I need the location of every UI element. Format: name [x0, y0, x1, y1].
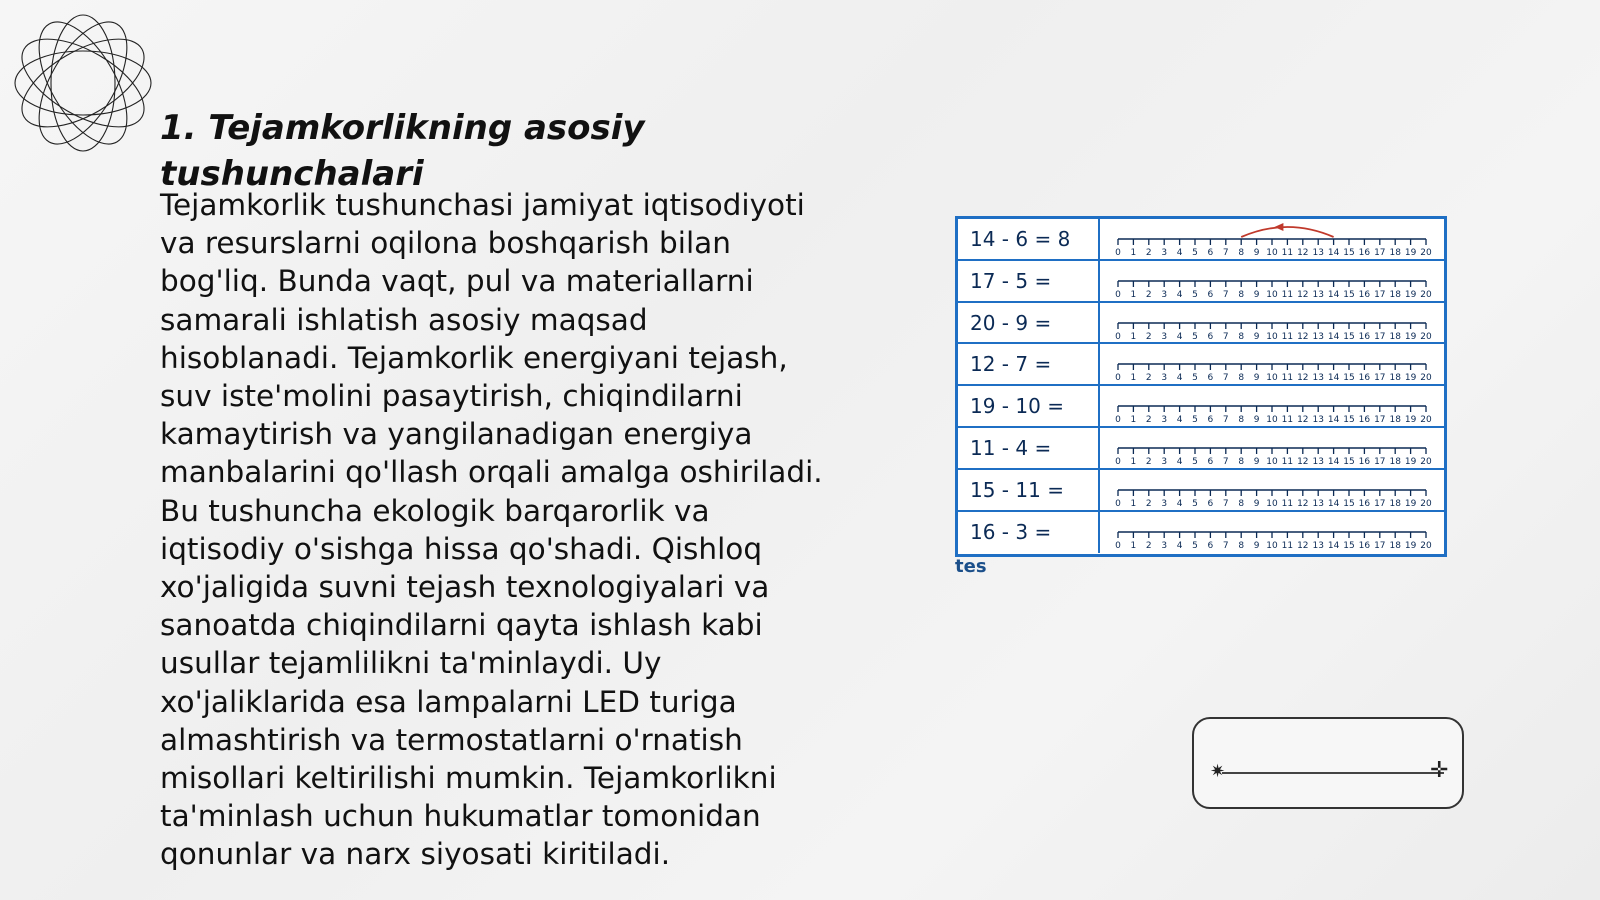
worksheet-equation: 20 - 9 = [970, 310, 1052, 335]
number-line-label: 5 [1192, 498, 1198, 509]
number-line-label: 2 [1145, 457, 1152, 467]
number-line-label: 6 [1207, 540, 1214, 551]
number-line-label: 13 [1312, 373, 1324, 384]
worksheet-column-divider [1098, 386, 1100, 426]
number-line-label: 20 [1420, 373, 1432, 384]
number-line-label: 20 [1420, 289, 1432, 300]
number-line-label: 2 [1145, 415, 1152, 426]
number-line-label: 20 [1420, 415, 1432, 426]
worksheet-equation: 11 - 4 = [970, 436, 1052, 460]
number-line-label: 20 [1420, 248, 1432, 258]
number-line-label: 7 [1222, 289, 1229, 300]
number-line-label: 20 [1420, 540, 1432, 551]
number-line-label: 16 [1358, 498, 1371, 509]
number-line-label: 19 [1404, 248, 1417, 258]
number-line-label: 15 [1343, 498, 1355, 509]
number-line-label: 9 [1253, 373, 1260, 384]
number-line-label: 10 [1266, 289, 1278, 300]
number-line-label: 12 [1297, 540, 1309, 551]
number-line-label: 7 [1222, 331, 1229, 342]
number-line-label: 12 [1297, 289, 1309, 300]
number-line-label: 18 [1389, 498, 1401, 509]
number-line [1108, 512, 1438, 552]
slide-title: 1. Tejamkorlikning asosiy tushunchalari [160, 108, 645, 194]
number-line-label: 3 [1161, 540, 1168, 551]
number-line [1108, 261, 1438, 301]
number-line-label: 8 [1238, 498, 1245, 509]
number-line-label: 14 [1327, 540, 1340, 551]
number-line-label: 4 [1176, 248, 1183, 258]
number-line-label: 4 [1176, 457, 1183, 467]
number-line-label: 13 [1312, 415, 1324, 426]
jump-arrow [1241, 227, 1333, 237]
media-player-control[interactable] [1192, 717, 1464, 809]
number-line-label: 5 [1192, 331, 1198, 342]
number-line-label: 0 [1115, 457, 1121, 467]
number-line-label: 14 [1327, 289, 1340, 300]
number-line-label: 14 [1327, 457, 1340, 467]
number-line-label: 2 [1145, 248, 1152, 258]
number-line-label: 4 [1176, 498, 1183, 509]
number-line-label: 6 [1207, 457, 1214, 467]
number-line-label: 17 [1374, 289, 1386, 300]
number-line-label: 16 [1358, 289, 1371, 300]
worksheet-column-divider [1098, 428, 1100, 468]
worksheet-row [958, 470, 1444, 512]
number-line-label: 16 [1358, 415, 1371, 426]
number-line-label: 1 [1130, 457, 1137, 467]
number-line-label: 3 [1161, 289, 1168, 300]
worksheet-row [958, 428, 1444, 470]
worksheet-column-divider [1098, 470, 1100, 510]
number-line-label: 3 [1161, 457, 1168, 467]
number-line-label: 9 [1253, 457, 1260, 467]
number-line-label: 10 [1266, 540, 1278, 551]
number-line-label: 13 [1312, 457, 1324, 467]
number-line-label: 11 [1281, 415, 1294, 426]
number-line-label: 0 [1115, 248, 1121, 258]
number-line-label: 1 [1130, 331, 1137, 342]
number-line [1108, 219, 1438, 259]
number-line-label: 10 [1266, 331, 1278, 342]
number-line-label: 5 [1192, 289, 1198, 300]
number-line-label: 10 [1266, 373, 1278, 384]
number-line-label: 12 [1297, 248, 1309, 258]
media-progress-track[interactable] [1222, 772, 1444, 774]
number-line-label: 9 [1253, 540, 1260, 551]
number-line-label: 18 [1389, 248, 1401, 258]
number-line-label: 12 [1297, 457, 1309, 467]
number-line-label: 15 [1343, 248, 1355, 258]
number-line-label: 19 [1404, 373, 1417, 384]
number-line-label: 2 [1145, 289, 1152, 300]
number-line-label: 17 [1374, 415, 1386, 426]
number-line-label: 3 [1161, 498, 1168, 509]
number-line-label: 9 [1253, 331, 1260, 342]
number-line-label: 14 [1327, 248, 1340, 258]
number-line-label: 3 [1161, 331, 1168, 342]
number-line-label: 16 [1358, 331, 1371, 342]
number-line-label: 8 [1238, 248, 1245, 258]
subtraction-worksheet-image [955, 216, 1447, 557]
number-line-label: 7 [1222, 457, 1229, 467]
number-line [1108, 303, 1438, 343]
number-line-label: 11 [1281, 457, 1294, 467]
number-line-label: 5 [1192, 415, 1198, 426]
number-line-label: 20 [1420, 498, 1432, 509]
worksheet-equation: 14 - 6 = 8 [970, 227, 1071, 251]
number-line-label: 9 [1253, 248, 1260, 258]
number-line-label: 17 [1374, 373, 1386, 384]
worksheet-column-divider [1098, 219, 1100, 259]
number-line-label: 0 [1115, 373, 1121, 384]
number-line-label: 6 [1207, 498, 1214, 509]
number-line [1108, 428, 1438, 468]
number-line-label: 17 [1374, 540, 1386, 551]
number-line-label: 0 [1115, 415, 1121, 426]
worksheet-row [958, 303, 1444, 345]
number-line-label: 18 [1389, 373, 1401, 384]
number-line-label: 16 [1358, 373, 1371, 384]
number-line-label: 18 [1389, 289, 1401, 300]
number-line-label: 1 [1130, 540, 1137, 551]
number-line-label: 12 [1297, 498, 1309, 509]
worksheet-column-divider [1098, 261, 1100, 301]
number-line-label: 11 [1281, 373, 1294, 384]
number-line-label: 0 [1115, 331, 1121, 342]
number-line-label: 0 [1115, 498, 1121, 509]
number-line-label: 2 [1145, 373, 1152, 384]
number-line-label: 18 [1389, 540, 1401, 551]
number-line-label: 0 [1115, 289, 1121, 300]
number-line-label: 16 [1358, 457, 1371, 467]
sun-icon[interactable]: ✷ [1210, 761, 1226, 782]
number-line-label: 6 [1207, 289, 1214, 300]
number-line-label: 1 [1130, 415, 1137, 426]
cursor-cross-icon[interactable]: ✛ [1430, 758, 1449, 783]
number-line-label: 17 [1374, 457, 1386, 467]
number-line-label: 2 [1145, 540, 1152, 551]
number-line-label: 10 [1266, 498, 1278, 509]
number-line-label: 1 [1130, 373, 1137, 384]
number-line-label: 5 [1192, 540, 1198, 551]
number-line-label: 3 [1161, 415, 1168, 426]
number-line-label: 4 [1176, 331, 1183, 342]
number-line-label: 3 [1161, 248, 1168, 258]
number-line-label: 4 [1176, 540, 1183, 551]
number-line-label: 9 [1253, 498, 1260, 509]
number-line-label: 14 [1327, 415, 1340, 426]
number-line-label: 13 [1312, 289, 1324, 300]
worksheet-column-divider [1098, 512, 1100, 554]
number-line-label: 8 [1238, 289, 1245, 300]
number-line-label: 13 [1312, 540, 1324, 551]
number-line-label: 20 [1420, 331, 1432, 342]
number-line-label: 17 [1374, 498, 1386, 509]
number-line-label: 2 [1145, 331, 1152, 342]
number-line-label: 14 [1327, 331, 1340, 342]
worksheet-equation: 12 - 7 = [970, 352, 1052, 377]
number-line-label: 4 [1176, 289, 1183, 300]
number-line-label: 8 [1238, 373, 1245, 384]
number-line-label: 19 [1404, 540, 1417, 551]
number-line-label: 7 [1222, 498, 1229, 509]
number-line-label: 16 [1358, 540, 1371, 551]
number-line-label: 5 [1192, 373, 1198, 384]
worksheet-equation: 15 - 11 = [970, 477, 1064, 502]
worksheet-row [958, 261, 1444, 303]
number-line-label: 15 [1343, 457, 1355, 467]
number-line-label: 12 [1297, 415, 1309, 426]
worksheet-equation: 17 - 5 = [970, 268, 1052, 293]
number-line-label: 6 [1207, 248, 1214, 258]
number-line-label: 20 [1420, 457, 1432, 467]
number-line-label: 19 [1404, 498, 1417, 509]
worksheet-equation: 16 - 3 = [970, 519, 1052, 544]
number-line-label: 11 [1281, 331, 1294, 342]
number-line-label: 13 [1312, 248, 1324, 258]
number-line-label: 1 [1130, 248, 1137, 258]
number-line-label: 11 [1281, 248, 1294, 258]
number-line [1108, 344, 1438, 384]
number-line-label: 12 [1297, 373, 1309, 384]
number-line-label: 4 [1176, 373, 1183, 384]
number-line-label: 12 [1297, 331, 1309, 342]
number-line-label: 15 [1343, 540, 1355, 551]
number-line-label: 8 [1238, 540, 1245, 551]
number-line-label: 15 [1343, 373, 1355, 384]
number-line-label: 19 [1404, 457, 1417, 467]
number-line-label: 2 [1145, 498, 1152, 509]
worksheet-row [958, 219, 1444, 261]
number-line-label: 6 [1207, 373, 1214, 384]
number-line-label: 13 [1312, 498, 1324, 509]
worksheet-column-divider [1098, 344, 1100, 384]
number-line-label: 19 [1404, 289, 1417, 300]
number-line-label: 16 [1358, 248, 1371, 258]
number-line-label: 19 [1404, 331, 1417, 342]
number-line-label: 5 [1192, 457, 1198, 467]
number-line-label: 1 [1130, 498, 1137, 509]
number-line-label: 7 [1222, 540, 1229, 551]
spirograph-logo-icon [8, 8, 158, 158]
number-line-label: 8 [1238, 331, 1245, 342]
number-line-label: 18 [1389, 457, 1401, 467]
number-line-label: 7 [1222, 248, 1229, 258]
number-line-label: 8 [1238, 457, 1245, 467]
number-line-label: 1 [1130, 289, 1137, 300]
number-line-label: 6 [1207, 415, 1214, 426]
number-line-label: 17 [1374, 248, 1386, 258]
number-line-label: 11 [1281, 498, 1294, 509]
number-line-label: 11 [1281, 540, 1294, 551]
slide-body-text: Tejamkorlik tushunchasi jamiyat iqtisodiyoti va resurslarni oqilona boshqarish bilan bog'liq. Bunda vaqt, pul va materiallarni samarali ishlatish asosiy maqsad hisoblanadi. Tejamkorlik energiyani tejash, suv iste'molini pasaytirish, chiqindilarni kamaytirish va yangilanadigan energiya manbalarini qo'llash orqali amalga oshiriladi. Bu tushuncha ekologik barqarorlik va iqtisodiy o'sishga hissa qo'shadi. Qishloq xo'jaligida suvni tejash texnologiyalari va sanoatda chiqindilarni qayta ishlash kabi usullar tejamlilikni ta'minlaydi. Uy xo'jaliklarida esa lampalarni LED turiga almashtirish va termostatlarni o'rnatish misollari keltirilishi mumkin. Tejamkorlikni ta'minlash uchun hukumatlar tomonidan qonunlar va narx siyosati kiritiladi. [160, 188, 823, 872]
worksheet-column-divider [1098, 303, 1100, 343]
number-line-label: 7 [1222, 415, 1229, 426]
number-line-label: 18 [1389, 331, 1401, 342]
worksheet-row [958, 512, 1444, 554]
number-line-label: 17 [1374, 331, 1386, 342]
number-line-label: 0 [1115, 540, 1121, 551]
number-line-label: 19 [1404, 415, 1417, 426]
number-line [1108, 386, 1438, 426]
number-line-label: 3 [1161, 373, 1168, 384]
number-line-label: 10 [1266, 457, 1278, 467]
number-line-label: 7 [1222, 373, 1229, 384]
number-line-label: 9 [1253, 289, 1260, 300]
number-line-label: 10 [1266, 415, 1278, 426]
number-line-label: 8 [1238, 415, 1245, 426]
tes-brand-logo: tes [955, 556, 987, 577]
number-line [1108, 470, 1438, 510]
jump-arrow-head [1274, 223, 1283, 231]
number-line-label: 13 [1312, 331, 1324, 342]
number-line-label: 6 [1207, 331, 1214, 342]
number-line-label: 15 [1343, 415, 1355, 426]
number-line-label: 5 [1192, 248, 1198, 258]
number-line-label: 11 [1281, 289, 1294, 300]
number-line-label: 14 [1327, 498, 1340, 509]
number-line-label: 15 [1343, 331, 1355, 342]
number-line-label: 9 [1253, 415, 1260, 426]
worksheet-row [958, 386, 1444, 428]
number-line-label: 15 [1343, 289, 1355, 300]
worksheet-equation: 19 - 10 = [970, 394, 1064, 419]
number-line-label: 10 [1266, 248, 1278, 258]
worksheet-row [958, 344, 1444, 386]
number-line-label: 4 [1176, 415, 1183, 426]
number-line-label: 14 [1327, 373, 1340, 384]
number-line-label: 18 [1389, 415, 1401, 426]
